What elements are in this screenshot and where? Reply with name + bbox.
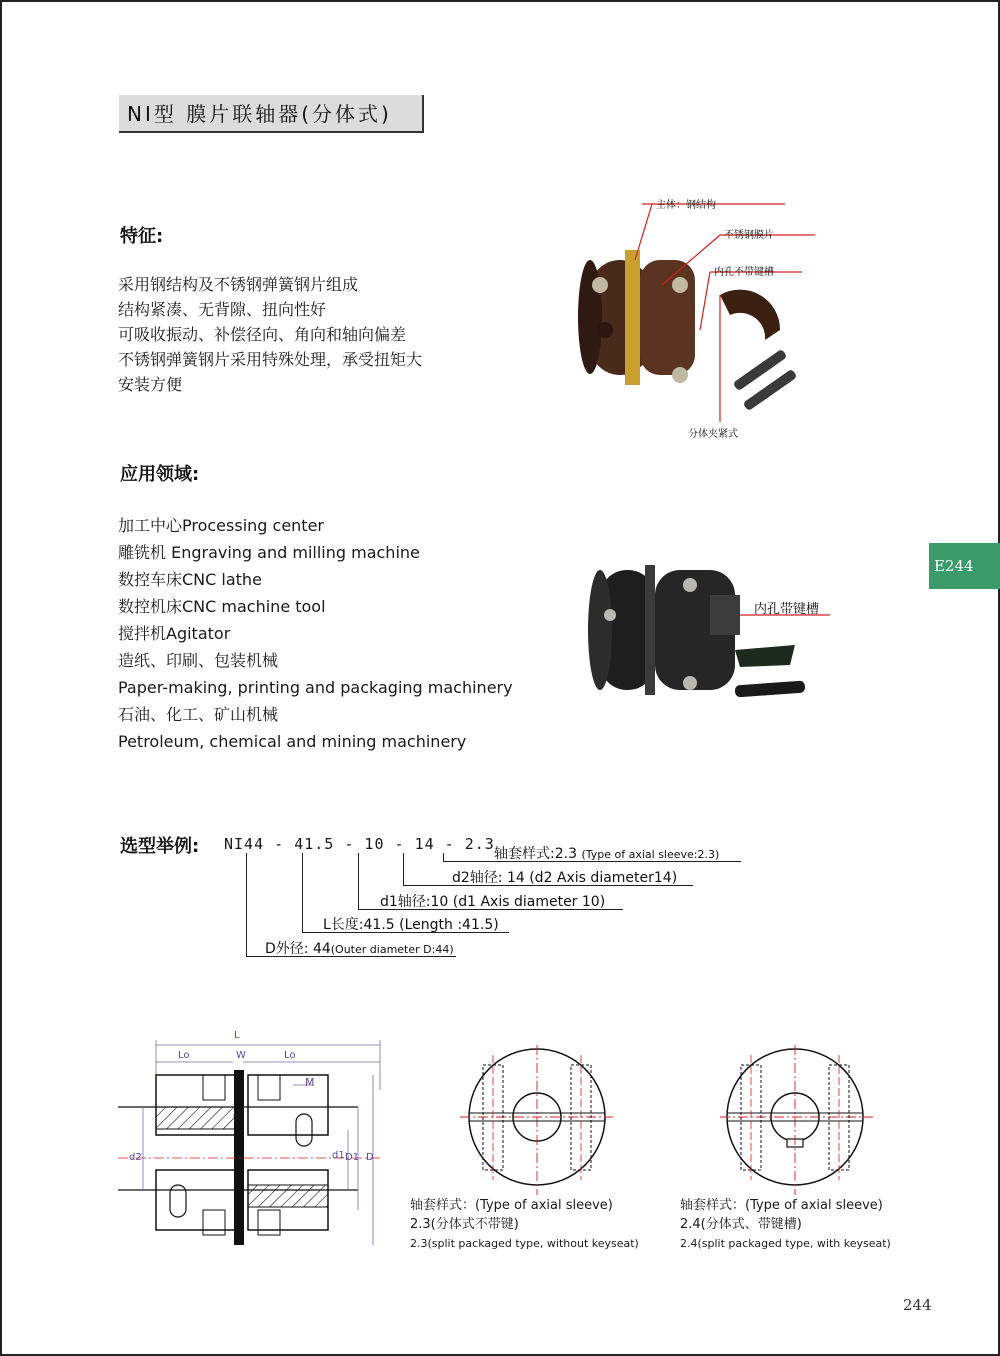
model-example-heading: 选型举例: — [120, 836, 200, 857]
dim-Lo-left: Lo — [178, 1050, 190, 1061]
application-item: 造纸、印刷、包装机械 — [118, 651, 279, 670]
application-item: 搅拌机Agitator — [118, 624, 231, 643]
callout-clamp: 分体夹紧式 — [688, 429, 738, 440]
dim-D1: D1 — [345, 1152, 360, 1163]
leader-sleeve-v — [443, 853, 444, 862]
application-item: 石油、化工、矿山机械 — [118, 705, 279, 724]
dim-W: W — [236, 1050, 246, 1061]
leader-outer-v — [246, 853, 247, 957]
leader-d1-v — [358, 853, 359, 910]
application-item: 雕铣机 Engraving and milling machine — [118, 543, 420, 562]
coupling-photo-2 — [590, 555, 840, 715]
dim-d1: d1 — [332, 1150, 345, 1161]
dim-L: L — [234, 1030, 240, 1041]
dim-d2: d2 — [129, 1152, 142, 1163]
sleeve-type-label — [494, 843, 719, 863]
outer-diameter-en: (Outer diameter D:44) — [330, 943, 454, 956]
leader-length — [302, 932, 509, 933]
applications-list — [118, 512, 513, 755]
caption-title: 轴套样式：(Type of axial sleeve) — [680, 1198, 883, 1213]
model-code: NI44 - 41.5 - 10 - 14 - 2.3 — [224, 835, 495, 853]
sleeve-type-main: 轴套样式:2.3 — [494, 846, 582, 862]
features-heading: 特征: — [120, 226, 164, 247]
leader-d2-v — [403, 853, 404, 886]
leader-length-v — [302, 853, 303, 933]
application-item: 数控车床CNC lathe — [118, 570, 262, 589]
feature-item: 可吸收振动、补偿径向、角向和轴向偏差 — [118, 325, 407, 344]
length-label: L长度:41.5 (Length :41.5) — [323, 917, 499, 933]
page-number: 244 — [903, 1296, 932, 1314]
section-tab: E244 — [929, 543, 1000, 589]
application-item: 加工中心Processing center — [118, 516, 325, 535]
caption-en: 2.4(split packaged type, with keyseat) — [680, 1237, 891, 1250]
leader-d2 — [403, 885, 693, 886]
d1-label: d1轴径:10 (d1 Axis diameter 10) — [380, 894, 606, 910]
features-list — [118, 272, 422, 397]
caption-title: 轴套样式：(Type of axial sleeve) — [410, 1198, 613, 1213]
caption-en: 2.3(split packaged type, without keyseat) — [410, 1237, 639, 1250]
outer-diameter-label — [265, 938, 454, 958]
application-item: Petroleum, chemical and mining machinery — [118, 732, 467, 751]
callout-disc: 不锈钢膜片 — [724, 230, 774, 241]
application-item: 数控机床CNC machine tool — [118, 597, 326, 616]
dim-M: M — [305, 1076, 315, 1089]
sleeve-2-3-drawing — [455, 1045, 615, 1195]
feature-item: 安装方便 — [118, 375, 183, 394]
sleeve-caption-2-4 — [680, 1196, 891, 1253]
page-title: NI型 膜片联轴器(分体式) — [119, 95, 424, 133]
dim-D: D — [366, 1152, 374, 1163]
caption-cn: 2.4(分体式、带键槽) — [680, 1217, 802, 1232]
application-item: Paper-making, printing and packaging machinery — [118, 678, 513, 697]
leader-d1 — [358, 909, 623, 910]
d2-label: d2轴径: 14 (d2 Axis diameter14) — [452, 870, 678, 886]
sleeve-caption-2-3 — [410, 1196, 639, 1253]
callout-keyway: 内孔带键槽 — [754, 602, 820, 617]
sleeve-type-en: (Type of axial sleeve:2.3) — [581, 848, 720, 861]
leader-outer — [246, 956, 456, 957]
applications-heading: 应用领域: — [120, 464, 200, 485]
leader-sleeve — [443, 861, 741, 862]
sleeve-2-4-drawing — [715, 1045, 875, 1195]
coupling-section-drawing — [118, 1030, 388, 1250]
callout-bore: 内孔不带键槽 — [714, 267, 774, 278]
callout-body: 主体：钢结构 — [656, 200, 716, 211]
feature-item: 采用钢结构及不锈钢弹簧钢片组成 — [118, 275, 359, 294]
coupling-photo-1 — [570, 190, 830, 440]
dim-Lo-right: Lo — [284, 1050, 296, 1061]
caption-cn: 2.3(分体式不带键) — [410, 1217, 519, 1232]
outer-diameter-main: D外径: 44 — [265, 941, 331, 957]
feature-item: 结构紧凑、无背隙、扭向性好 — [118, 300, 327, 319]
feature-item: 不锈钢弹簧钢片采用特殊处理，承受扭矩大 — [118, 350, 423, 369]
